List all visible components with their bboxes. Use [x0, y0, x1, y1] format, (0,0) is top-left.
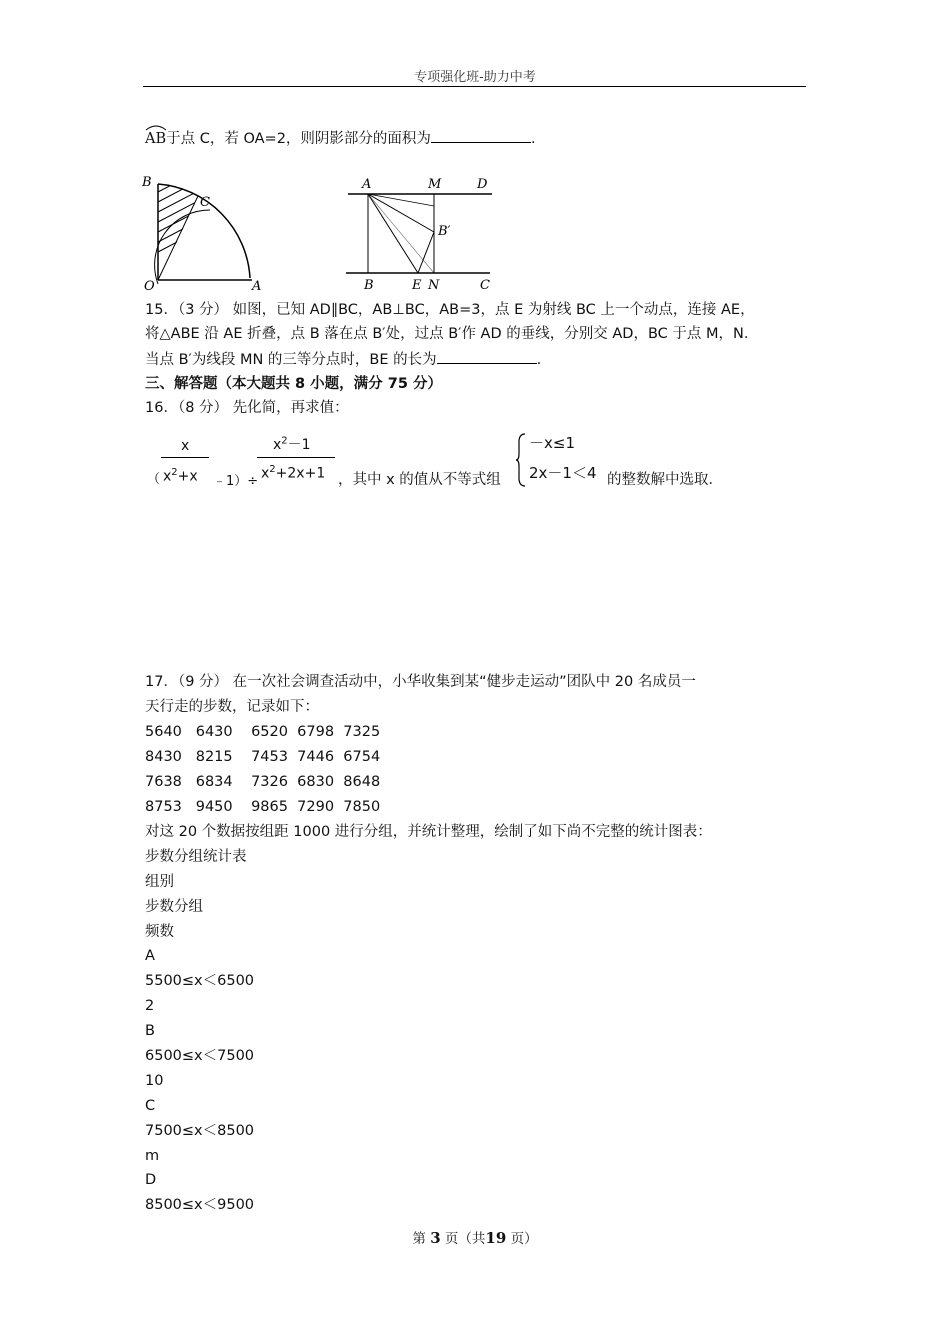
- label-C: C: [200, 195, 210, 210]
- q17-line1: 17．（9 分） 在一次社会调查活动中，小华收集到某“健步走运动”团队中 20 名成员一: [145, 674, 696, 690]
- frac1-denominator: $x^2+x$: [163, 467, 198, 485]
- table-cell: m: [145, 1148, 160, 1164]
- inequality-1: －x≤1: [529, 434, 575, 452]
- minus-one-divide: ﹣1）÷: [213, 474, 259, 489]
- inequality-2: 2x－1＜4: [529, 464, 597, 482]
- table-cell: 5500≤x＜6500: [145, 973, 255, 989]
- q16-intro: 16．（8 分） 先化简，再求值：: [145, 400, 349, 416]
- paren-open: （: [147, 472, 161, 487]
- frac2-numerator: $x^2-1$: [273, 435, 311, 453]
- label-O: O: [144, 279, 155, 294]
- table-cell: 组别: [145, 874, 174, 890]
- label-C2: C: [480, 278, 490, 293]
- q17-line3: 对这 20 个数据按组距 1000 进行分组，并统计整理，绘制了如下尚不完整的统计图表：: [145, 824, 712, 840]
- header-rule: [143, 86, 806, 87]
- label-M: M: [428, 177, 442, 192]
- label-Bprime: B′: [438, 224, 451, 239]
- section-title: 三、解答题（本大题共 8 小题，满分 75 分）: [145, 376, 442, 392]
- label-B2: B: [364, 278, 374, 293]
- table-cell: D: [145, 1172, 157, 1188]
- q16-expression: [145, 430, 745, 490]
- arc-ab: AB: [145, 129, 166, 149]
- page-footer: 第 3 页（共19 页）: [412, 1229, 538, 1247]
- label-A: A: [252, 279, 262, 294]
- data-row: 7638 6834 7326 6830 8648: [145, 774, 381, 790]
- page-number: 3: [430, 1229, 441, 1247]
- frac1-numerator: x: [181, 438, 190, 454]
- table-cell: 10: [145, 1073, 164, 1089]
- label-B: B: [142, 175, 152, 190]
- table-cell: 频数: [145, 924, 174, 940]
- table-cell: B: [145, 1023, 155, 1039]
- q15-line1: 15．（3 分） 如图，已知 AD∥BC，AB⊥BC，AB=3，点 E 为射线 BC 上一个动点，连接 AE，: [145, 302, 755, 318]
- total-pages: 19: [485, 1229, 507, 1247]
- table-cell: C: [145, 1098, 156, 1114]
- q16-mid-text: ，其中 x 的值从不等式组: [338, 472, 501, 488]
- table-cell: 6500≤x＜7500: [145, 1048, 255, 1064]
- label-E: E: [412, 278, 422, 293]
- q15-line2: 将△ABE 沿 AE 折叠，点 B 落在点 B′处，过点 B′作 AD 的垂线，分别交 AD，BC 于点 M，N．: [145, 326, 759, 342]
- table-cell: 步数分组: [145, 899, 203, 915]
- brace-icon: [515, 432, 527, 488]
- label-N: N: [428, 278, 440, 293]
- table-title: 步数分组统计表: [145, 849, 247, 865]
- frac2-denominator: $x^2+2x+1$: [261, 464, 326, 482]
- frac2-bar: [257, 457, 335, 458]
- label-D: D: [477, 177, 488, 192]
- figure-quarter-circle: [140, 172, 270, 294]
- q17-line2: 天行走的步数，记录如下：: [145, 699, 319, 715]
- answer-blank-14: [431, 128, 531, 143]
- data-row: 8430 8215 7453 7446 6754: [145, 749, 381, 765]
- arc-mark-icon: [145, 123, 167, 131]
- answer-blank-15: [437, 349, 537, 364]
- data-row: 8753 9450 9865 7290 7850: [145, 799, 381, 815]
- q14-tail: AB于点 C，若 OA=2，则阴影部分的面积为 .: [145, 128, 536, 149]
- label-A2: A: [362, 177, 372, 192]
- data-row: 5640 6430 6520 6798 7325: [145, 724, 381, 740]
- table-cell: 8500≤x＜9500: [145, 1197, 255, 1213]
- page-header: 专项强化班-助力中考: [414, 70, 536, 85]
- table-cell: A: [145, 948, 155, 964]
- q16-tail: 的整数解中选取．: [607, 472, 723, 488]
- frac1-bar: [161, 457, 209, 458]
- table-cell: 2: [145, 998, 155, 1014]
- figure-fold: [340, 172, 500, 294]
- q15-line3: 当点 B′为线段 MN 的三等分点时，BE 的长为 .: [145, 349, 541, 370]
- table-cell: 7500≤x＜8500: [145, 1123, 255, 1139]
